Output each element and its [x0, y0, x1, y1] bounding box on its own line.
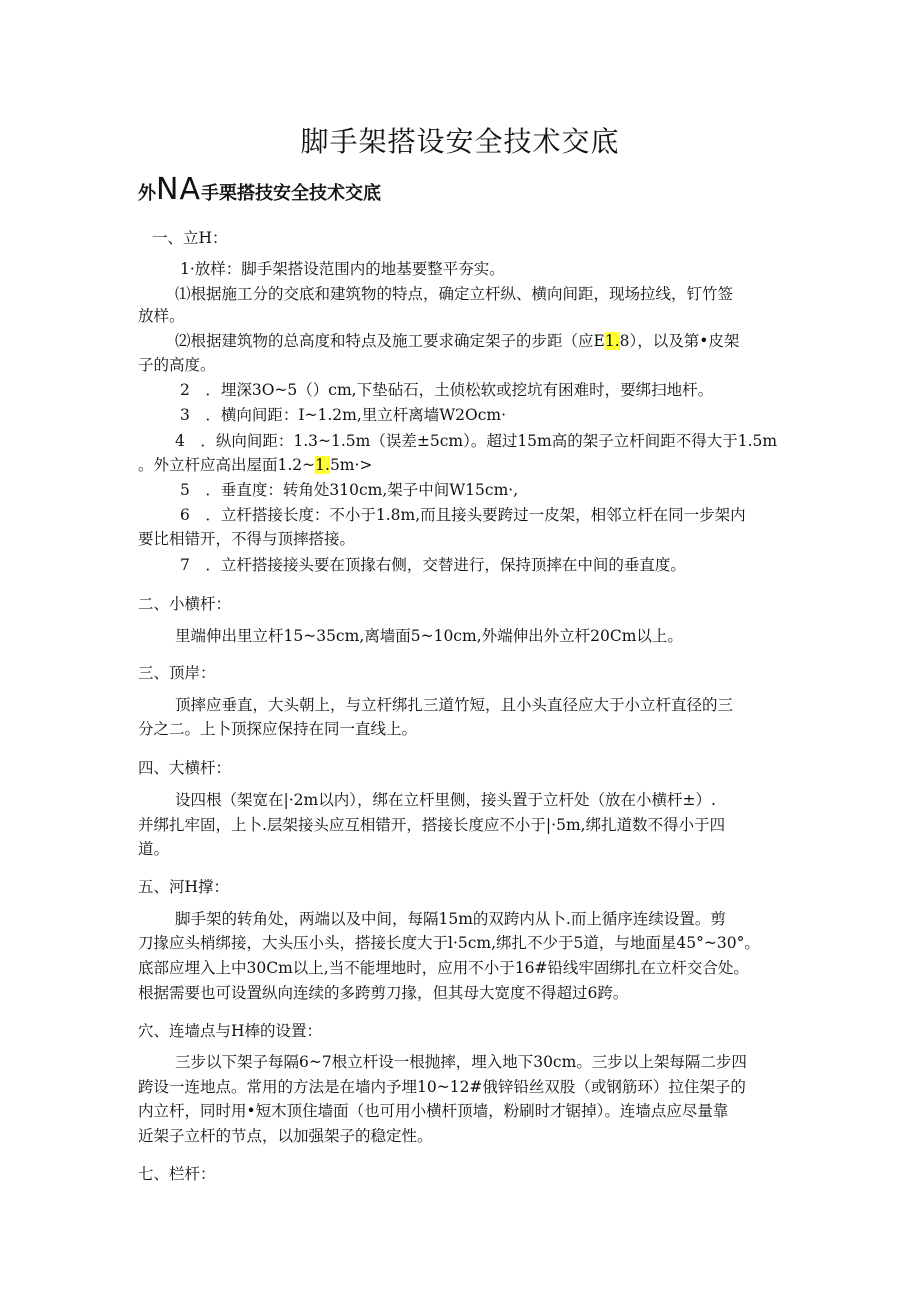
section-7-heading: 七、栏杆：: [138, 1165, 216, 1183]
paragraph-line: 2 ．埋深3O~5（）cm,下垫砧石，土侦松软或挖坑有困难时，要绑扫地杆。: [180, 381, 714, 399]
text-run: 。外立杆应高出屋面1.2~: [138, 456, 316, 474]
paragraph-line: 刀掾应头梢绑接，大头压小头，搭接长度大于l·5cm,绑扎不少于5道，与地面星45°~30°。: [138, 934, 760, 952]
paragraph-line: 底部应埋入上中30Cm以上,当不能埋地时，应用不小于16#铅线牢固绑扎在立杆交合处。: [138, 959, 749, 977]
paragraph-line: 子的高度。: [138, 356, 216, 374]
paragraph-line: [175, 331, 739, 351]
paragraph-line: 4 ．纵向间距：1.3~1.5m（误差±5cm）。超过15m高的架子立杆间距不得大于1.5m: [175, 432, 778, 450]
paragraph-line: 5 ．垂直度：转角处310cm,架子中间W15cm·,: [180, 481, 519, 499]
section-4-heading: 四、大横杆：: [138, 759, 232, 777]
paragraph-line: 脚手架的转角处，两端以及中间，每隔15m的双跨内从卜.而上循序连续设置。剪: [175, 910, 726, 928]
paragraph-line: 三步以下架子每隔6~7根立杆设一根抛摔，埋入地下30cm。三步以上架每隔二步四: [175, 1053, 747, 1071]
text-run: 8），以及第•皮架: [619, 332, 740, 350]
paragraph-line: 并绑扎牢固，上卜.层架接头应互相错开，搭接长度应不小于|·5m,绑扎道数不得小于四: [138, 816, 726, 834]
paragraph-line: 7 ．立杆搭接接头要在顶掾右侧，交替进行，保持顶摔在中间的垂直度。: [180, 556, 686, 574]
paragraph-line: 1·放样：脚手架搭设范围内的地基要整平夯实。: [180, 260, 505, 278]
paragraph-line: 设四根（架宽在|·2m以内），绑在立杆里侧，接头置于立杆处（放在小横杆±）.: [175, 791, 716, 809]
paragraph-line: 分之二。上卜顶探应保持在同一直线上。: [138, 720, 418, 738]
paragraph-line: 3 ．横向间距：I~1.2m,里立杆离墙W2Ocm·: [180, 406, 507, 424]
paragraph-line: 顶摔应垂直，大头朝上，与立杆绑扎三道竹短，且小头直径应大于小立杆直径的三: [175, 696, 734, 714]
paragraph-line: 6 ．立杆搭接长度：不小于1.8m,而且接头要跨过一皮架，相邻立杆在同一步架内: [180, 506, 746, 524]
highlighted-text: 1.: [604, 332, 620, 350]
paragraph-line: 跨设一连地点。常用的方法是在墙内予埋10~12#俄锌铅丝双股（或钢筋环）拉住架子的: [138, 1078, 746, 1096]
highlighted-text: 1.: [315, 456, 330, 474]
text-run: ⑵根据建筑物的总高度和特点及施工要求确定架子的步距（应E: [175, 332, 605, 350]
section-1-heading: 一、立H：: [152, 229, 228, 247]
paragraph-line: 近架子立杆的节点，以加强架子的稳定性。: [138, 1127, 433, 1145]
document-title: 脚手架搭设安全技术交底: [300, 125, 620, 158]
document-subtitle: [138, 172, 381, 207]
paragraph-line: 里端伸出里立杆15~35cm,离墙面5~10cm,外端伸出外立杆20Cm以上。: [175, 627, 683, 645]
section-5-heading: 五、河H撑：: [138, 878, 230, 896]
paragraph-line: 要比相错开，不得与顶摔搭接。: [138, 530, 356, 548]
paragraph-line: 内立杆，同时用•短木顶住墙面（也可用小横杆顶墙，粉刷时才锯掉）。连墙点应尽量靠: [138, 1102, 729, 1120]
text-run: 5m·>: [329, 456, 373, 474]
section-6-heading: 穴、连墙点与H棒的设置：: [138, 1022, 323, 1040]
paragraph-line: 道。: [138, 840, 170, 858]
paragraph-line: 放样。: [138, 307, 185, 325]
subtitle-rest: 手栗搭技安全技术交底: [200, 183, 381, 204]
section-2-heading: 二、小横杆：: [138, 595, 232, 613]
section-3-heading: 三、顶岸：: [138, 664, 216, 682]
paragraph-line: 根据需要也可设置纵向连续的多跨剪刀掾，但其母大宽度不得超过6跨。: [138, 984, 629, 1002]
subtitle-big: NA: [156, 172, 201, 207]
paragraph-line: [138, 455, 372, 475]
paragraph-line: ⑴根据施工分的交底和建筑物的特点，确定立杆纵、横向间距，现场拉线，钉竹签: [175, 285, 734, 303]
subtitle-prefix: 外: [138, 183, 156, 204]
